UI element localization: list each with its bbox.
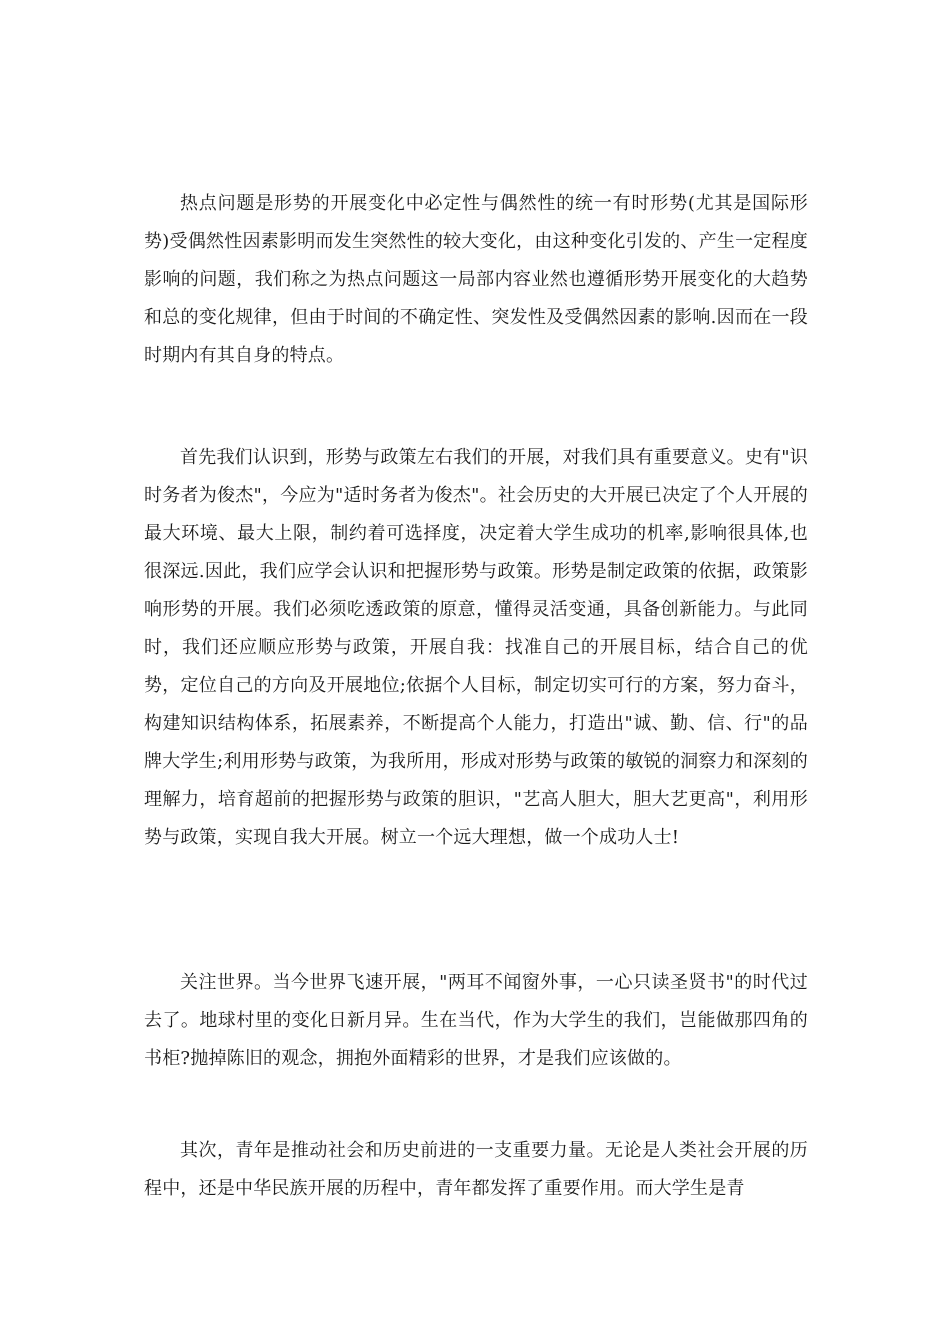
paragraph-youth-force: 其次，青年是推动社会和历史前进的一支重要力量。无论是人类社会开展的历程中，还是中华民族开展的历程中，青年都发挥了重要作用。而大学生是青: [144, 1140, 808, 1199]
paragraph-situation-policy: 首先我们认识到，形势与政策左右我们的开展，对我们具有重要意义。史有"识时务者为俊杰"，今应为"适时务者为俊杰"。社会历史的大开展已决定了个人开展的最大环境、最大上限，制约着可选择度，决定着大学生成功的机率,影响很具体,也很深远.因此，我们应学会认识和把握形势与政策。形势是制定政策的依据，政策影响形势的开展。我们必须吃透政策的原意，懂得灵活变通，具备创新能力。与此同时，我们还应顺应形势与政策，开展自我：找准自己的开展目标，结合自己的优势，定位自己的方向及开展地位;依据个人目标，制定切实可行的方案，努力奋斗，构建知识结构体系，拓展素养，不断提高个人能力，打造出"诚、勤、信、行"的品牌大学生;利用形势与政策，为我所用，形成对形势与政策的敏锐的洞察力和深刻的理解力，培育超前的把握形势与政策的胆识，"艺高人胆大，胆大艺更高"，利用形势与政策，实现自我大开展。树立一个远大理想，做一个成功人士!: [144, 447, 808, 848]
paragraph-focus-world: 关注世界。当今世界飞速开展，"两耳不闻窗外事，一心只读圣贤书"的时代过去了。地球村里的变化日新月异。生在当代，作为大学生的我们，岂能做那四角的书柜?抛掉陈旧的观念，拥抱外面精彩的世界，才是我们应该做的。: [144, 972, 808, 1069]
paragraph-hot-issues: 热点问题是形势的开展变化中必定性与偶然性的统一有时形势(尤其是国际形势)受偶然性因素影明而发生突然性的较大变化，由这种变化引发的、产生一定程度影响的问题，我们称之为热点问题这一局部内容业然也遵循形势开展变化的大趋势和总的变化规律，但由于时间的不确定性、突发性及受偶然因素的影响.因而在一段时期内有其自身的特点。: [144, 193, 808, 366]
